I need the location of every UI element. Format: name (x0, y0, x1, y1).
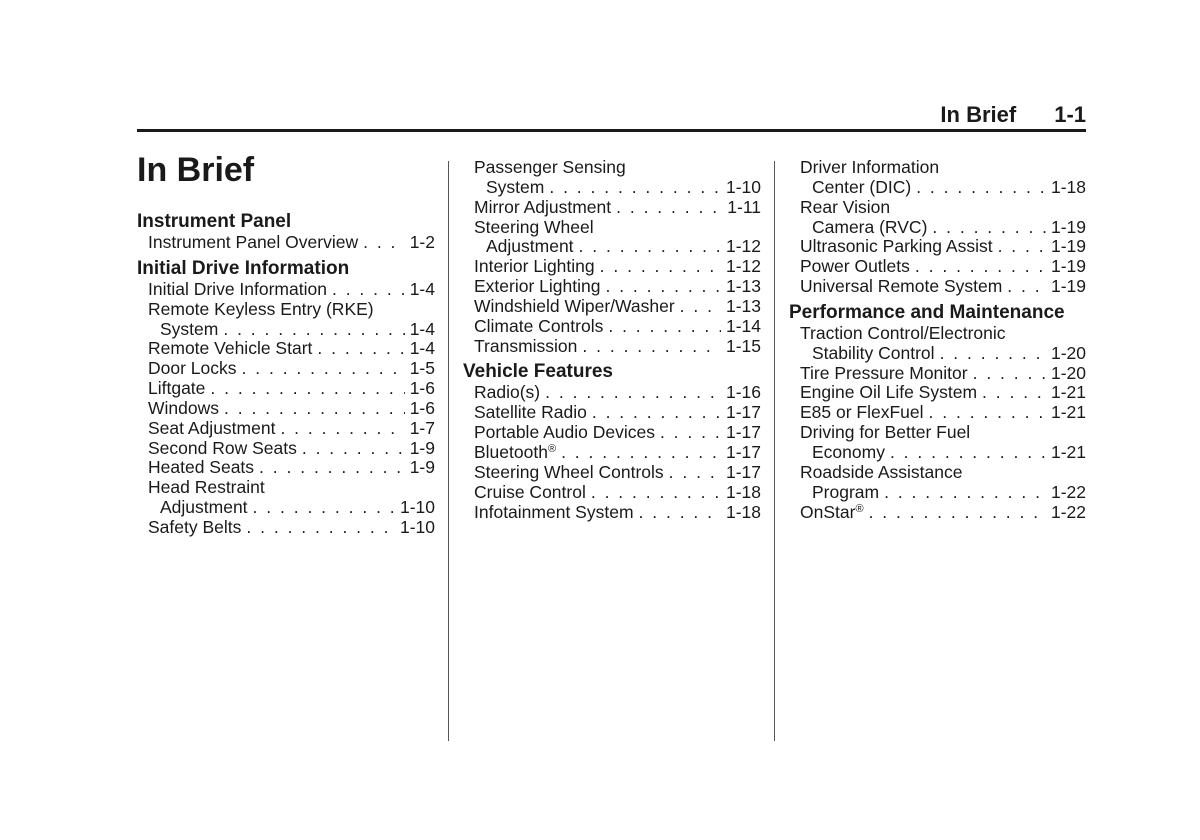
toc-entry-title: Interior Lighting (474, 256, 595, 277)
toc-entry[interactable] (463, 158, 761, 198)
toc-entry-page: 1-4 (409, 338, 435, 359)
dot-leader (224, 399, 405, 419)
dot-leader (242, 359, 405, 379)
dot-leader (545, 383, 721, 403)
toc-entry-title: Cruise Control (474, 481, 586, 502)
toc-entry-title-line1: Roadside Assistance (800, 461, 963, 482)
toc-entry-title-line1: Passenger Sensing (474, 157, 626, 177)
toc-entry-title: Economy (812, 441, 885, 462)
column-divider (774, 161, 775, 741)
toc-entry-title: Remote Vehicle Start (148, 338, 313, 359)
toc-entry-page: 1-13 (725, 295, 761, 316)
section-heading: Initial Drive Information (137, 257, 350, 279)
toc-entry[interactable] (137, 439, 435, 459)
toc-entry-title-line1: Remote Keyless Entry (RKE) (148, 298, 374, 319)
toc-entry[interactable] (137, 339, 435, 359)
toc-entry-page: 1-4 (409, 318, 435, 339)
toc-entry[interactable] (137, 399, 435, 419)
toc-entry-title: Climate Controls (474, 315, 604, 336)
toc-entry-page: 1-12 (725, 256, 761, 277)
dot-leader (929, 403, 1046, 423)
toc-entry[interactable] (463, 483, 761, 503)
toc-entry-page: 1-19 (1050, 256, 1086, 277)
toc-entry-title: Power Outlets (800, 256, 910, 277)
section-heading: Performance and Maintenance (789, 301, 1065, 323)
toc-entry-page: 1-12 (725, 236, 761, 257)
section-heading: Instrument Panel (137, 211, 292, 232)
toc-entry-title: Exterior Lighting (474, 276, 601, 297)
toc-entry-page: 1-20 (1050, 342, 1086, 363)
toc-entry[interactable] (463, 403, 761, 423)
running-header (940, 102, 1086, 128)
dot-leader (592, 403, 721, 423)
toc-entry-title-line1: Driver Information (800, 157, 940, 177)
toc-entry[interactable] (137, 518, 435, 538)
toc-entry[interactable] (137, 379, 435, 399)
dot-leader (890, 443, 1046, 463)
dot-leader (680, 297, 721, 317)
toc-entry-title: Safety Belts (148, 516, 242, 537)
toc-entry-title: Ultrasonic Parking Assist (800, 236, 993, 257)
toc-entry-title: Engine Oil Life System (800, 382, 978, 403)
toc-entry-title: Door Locks (148, 358, 237, 379)
toc-entry-title-line1: Head Restraint (148, 477, 265, 498)
toc-entry-page: 1-9 (409, 457, 435, 478)
toc-entry-page: 1-17 (725, 402, 761, 423)
dot-leader (579, 237, 721, 257)
toc-entry-page: 1-6 (409, 378, 435, 399)
toc-entry[interactable] (463, 443, 761, 463)
toc-entry[interactable] (137, 458, 435, 478)
toc-entry-page: 1-18 (725, 481, 761, 502)
toc-entry-page: 1-17 (725, 441, 761, 462)
toc-entry-title: Adjustment (486, 236, 574, 257)
toc-entry[interactable] (463, 503, 761, 523)
toc-entry-page: 1-4 (409, 278, 435, 299)
toc-entry-page: 1-22 (1050, 501, 1086, 522)
dot-leader (549, 178, 721, 198)
toc-entry[interactable] (463, 383, 761, 403)
toc-entry-title-line1: Traction Control/Electronic (800, 322, 1006, 343)
dot-leader (1007, 277, 1046, 297)
toc-entry[interactable] (463, 277, 761, 297)
toc-entry-title: Instrument Panel Overview (148, 232, 359, 252)
toc-entry-title: Stability Control (812, 342, 935, 363)
dot-leader (210, 379, 404, 399)
dot-leader (317, 339, 404, 359)
toc-entry[interactable] (137, 233, 435, 253)
toc-entry[interactable] (789, 257, 1086, 277)
toc-column-2 (463, 158, 761, 522)
dot-leader (869, 503, 1046, 523)
toc-entry-title: Bluetooth (474, 441, 548, 462)
dot-leader (915, 257, 1046, 277)
toc-entry-page: 1-5 (409, 358, 435, 379)
toc-entry[interactable] (463, 337, 761, 357)
page-number: 1-1 (1054, 102, 1086, 127)
toc-entry-page: 1-20 (1050, 362, 1086, 383)
toc-entry-page: 1-18 (725, 501, 761, 522)
toc-entry-title-line1: Driving for Better Fuel (800, 422, 971, 443)
toc-entry[interactable] (463, 423, 761, 443)
dot-leader (259, 458, 405, 478)
toc-entry[interactable] (789, 463, 1086, 503)
dot-leader (973, 364, 1046, 384)
dot-leader (884, 483, 1046, 503)
dot-leader (253, 498, 395, 518)
section-heading: Vehicle Features (463, 361, 613, 383)
dot-leader (363, 233, 405, 253)
toc-entry-title: Satellite Radio (474, 402, 587, 423)
toc-entry-title: System (160, 318, 219, 339)
toc-column-3 (789, 158, 1086, 522)
toc-entry-page: 1-11 (727, 196, 761, 217)
column-divider (448, 161, 449, 741)
dot-leader (639, 503, 721, 523)
toc-entry[interactable] (137, 280, 435, 300)
toc-entry-page: 1-10 (399, 516, 435, 537)
toc-entry-title-line1: Steering Wheel (474, 216, 594, 237)
toc-entry-page: 1-17 (725, 461, 761, 482)
toc-entry[interactable] (463, 297, 761, 317)
toc-entry-page: 1-14 (725, 315, 761, 336)
toc-entry[interactable] (463, 463, 761, 483)
toc-entry-title: System (486, 176, 545, 197)
toc-entry[interactable] (789, 403, 1086, 423)
toc-entry[interactable] (789, 237, 1086, 257)
toc-entry[interactable] (463, 218, 761, 258)
toc-entry-title: Second Row Seats (148, 437, 297, 458)
toc-entry-title: Initial Drive Information (148, 278, 327, 299)
toc-entry-title: Center (DIC) (812, 176, 912, 197)
toc-entry[interactable] (789, 383, 1086, 403)
toc-entry-title: E85 or FlexFuel (800, 402, 924, 423)
toc-entry[interactable] (789, 198, 1086, 238)
toc-entry[interactable] (789, 324, 1086, 364)
toc-entry-page: 1-10 (399, 497, 435, 518)
toc-entry-page: 1-21 (1050, 382, 1086, 403)
dot-leader (223, 320, 404, 340)
toc-entry-page: 1-7 (409, 417, 435, 438)
toc-entry-page: 1-2 (409, 232, 435, 252)
toc-entry-title-line1: Rear Vision (800, 196, 891, 217)
toc-entry-title: Steering Wheel Controls (474, 461, 664, 482)
dot-leader (660, 423, 721, 443)
dot-leader (561, 443, 721, 463)
toc-entry-page: 1-10 (725, 176, 761, 197)
toc-column-1 (137, 151, 435, 538)
dot-leader (616, 198, 722, 218)
toc-entry-page: 1-19 (1050, 216, 1086, 237)
running-header-section: In Brief (940, 102, 1017, 127)
toc-entry-title: Tire Pressure Monitor (800, 362, 968, 383)
toc-entry-title: Liftgate (148, 378, 206, 399)
toc-entry-page: 1-19 (1050, 236, 1086, 257)
toc-entry[interactable] (789, 158, 1086, 198)
dot-leader (916, 178, 1046, 198)
toc-entry[interactable] (789, 503, 1086, 523)
dot-leader (932, 218, 1046, 238)
header-rule (137, 129, 1086, 132)
toc-entry[interactable] (137, 300, 435, 340)
toc-entry[interactable] (463, 198, 761, 218)
dot-leader (582, 337, 721, 357)
toc-entry-page: 1-21 (1050, 402, 1086, 423)
dot-leader (591, 483, 721, 503)
dot-leader (940, 344, 1046, 364)
toc-entry[interactable] (789, 277, 1086, 297)
toc-entry-page: 1-22 (1050, 481, 1086, 502)
toc-entry-title: Heated Seats (148, 457, 255, 478)
toc-entry[interactable] (463, 317, 761, 337)
toc-entry-title: Windshield Wiper/Washer (474, 295, 675, 316)
toc-entry-title: Adjustment (160, 497, 248, 518)
toc-entry[interactable] (789, 423, 1086, 463)
toc-entry-title: Program (812, 481, 880, 502)
registered-mark: ® (547, 442, 557, 455)
toc-entry-title: Transmission (474, 335, 578, 356)
dot-leader (332, 280, 405, 300)
dot-leader (605, 277, 721, 297)
toc-entry-page: 1-13 (725, 276, 761, 297)
toc-entry-title: Seat Adjustment (148, 417, 276, 438)
toc-entry-page: 1-9 (409, 437, 435, 458)
chapter-title: In Brief (137, 151, 255, 189)
dot-leader (608, 317, 721, 337)
toc-entry-page: 1-6 (409, 397, 435, 418)
toc-entry-page: 1-17 (725, 422, 761, 443)
toc-entry-title: Mirror Adjustment (474, 196, 612, 217)
dot-leader (998, 237, 1046, 257)
toc-entry-title: Universal Remote System (800, 276, 1003, 297)
registered-mark: ® (855, 502, 864, 515)
dot-leader (600, 257, 721, 277)
dot-leader (280, 419, 404, 439)
toc-entry-page: 1-15 (725, 335, 761, 356)
toc-entry-title: Camera (RVC) (812, 216, 928, 237)
toc-entry-title: Windows (148, 397, 219, 418)
toc-entry[interactable] (789, 364, 1086, 384)
toc-entry-title: Infotainment System (474, 501, 634, 522)
dot-leader (302, 439, 405, 459)
toc-entry-page: 1-18 (1050, 176, 1086, 197)
toc-entry[interactable] (137, 478, 435, 518)
toc-entry-title: Radio(s) (474, 382, 541, 403)
dot-leader (669, 463, 721, 483)
dot-leader (246, 518, 395, 538)
toc-entry-page: 1-19 (1050, 276, 1086, 297)
toc-entry-page: 1-21 (1050, 441, 1086, 462)
toc-entry[interactable] (463, 257, 761, 277)
toc-entry-page: 1-16 (725, 382, 761, 403)
toc-entry-title: OnStar (800, 501, 856, 522)
dot-leader (982, 383, 1046, 403)
toc-entry[interactable] (137, 419, 435, 439)
toc-entry[interactable] (137, 359, 435, 379)
toc-entry-title: Portable Audio Devices (474, 422, 655, 443)
